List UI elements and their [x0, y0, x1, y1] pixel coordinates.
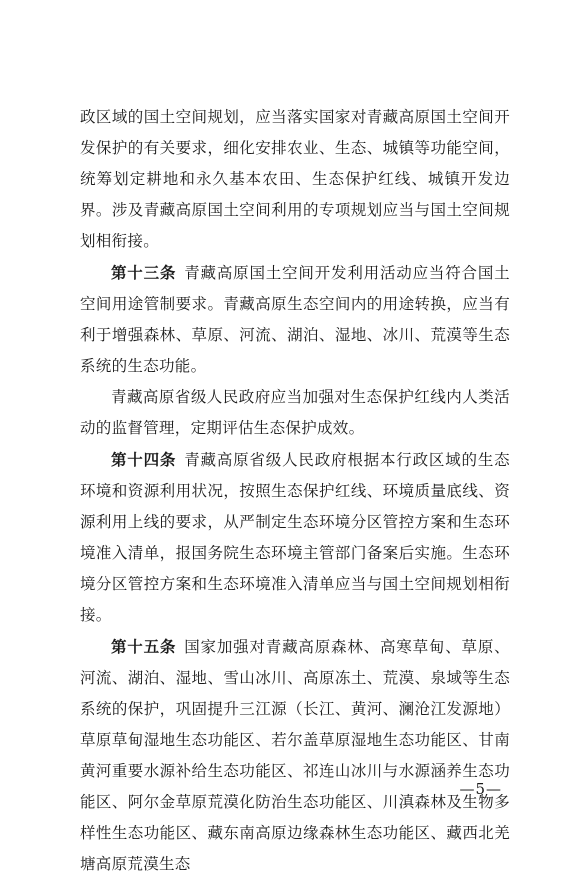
paragraph-text: 青藏高原省级人民政府应当加强对生态保护红线内人类活动的监督管理，定期评估生态保护成效。	[80, 388, 510, 437]
article-15-label: 第十五条	[111, 637, 177, 656]
article-13-text: 青藏高原国土空间开发利用活动应当符合国土空间用途管制要求。青藏高原生态空间内的用途转换，应当有利于增强森林、草原、河流、湖泊、湿地、冰川、荒漠等生态系统的生态功能。	[80, 264, 510, 375]
article-13	[80, 257, 510, 382]
article-13-label: 第十三条	[111, 263, 177, 282]
article-14	[80, 444, 510, 631]
page-number: —5—	[459, 780, 502, 798]
body-text	[80, 102, 510, 880]
article-15-text: 国家加强对青藏高原森林、高寒草甸、草原、河流、湖泊、湿地、雪山冰川、高原冻土、荒漠、泉域等生态系统的保护，巩固提升三江源（长江、黄河、澜沧江发源地）草原草甸湿地生态功能区、若尔盖草原湿地生态功能区、甘南黄河重要水源补给生态功能区、祁连山冰川与水源涵养生态功能区、阿尔金草原荒漠化防治生态功能区、川滇森林及生物多样性生态功能区、藏东南高原边缘森林生态功能区、藏西北羌塘高原荒漠生态	[80, 638, 510, 873]
article-14-text: 青藏高原省级人民政府根据本行政区域的生态环境和资源利用状况，按照生态保护红线、环境质量底线、资源利用上线的要求，从严制定生态环境分区管控方案和生态环境准入清单，报国务院生态环境主管部门备案后实施。生态环境分区管控方案和生态环境准入清单应当与国土空间规划相衔接。	[80, 451, 510, 624]
article-13-paragraph-2	[80, 382, 510, 444]
paragraph-continued	[80, 102, 510, 257]
article-15	[80, 631, 510, 880]
article-14-label: 第十四条	[111, 450, 177, 469]
paragraph-text: 政区域的国土空间规划，应当落实国家对青藏高原国土空间开发保护的有关要求，细化安排农业、生态、城镇等功能空间，统筹划定耕地和永久基本农田、生态保护红线、城镇开发边界。涉及青藏高原国土空间利用的专项规划应当与国土空间规划相衔接。	[80, 108, 510, 250]
